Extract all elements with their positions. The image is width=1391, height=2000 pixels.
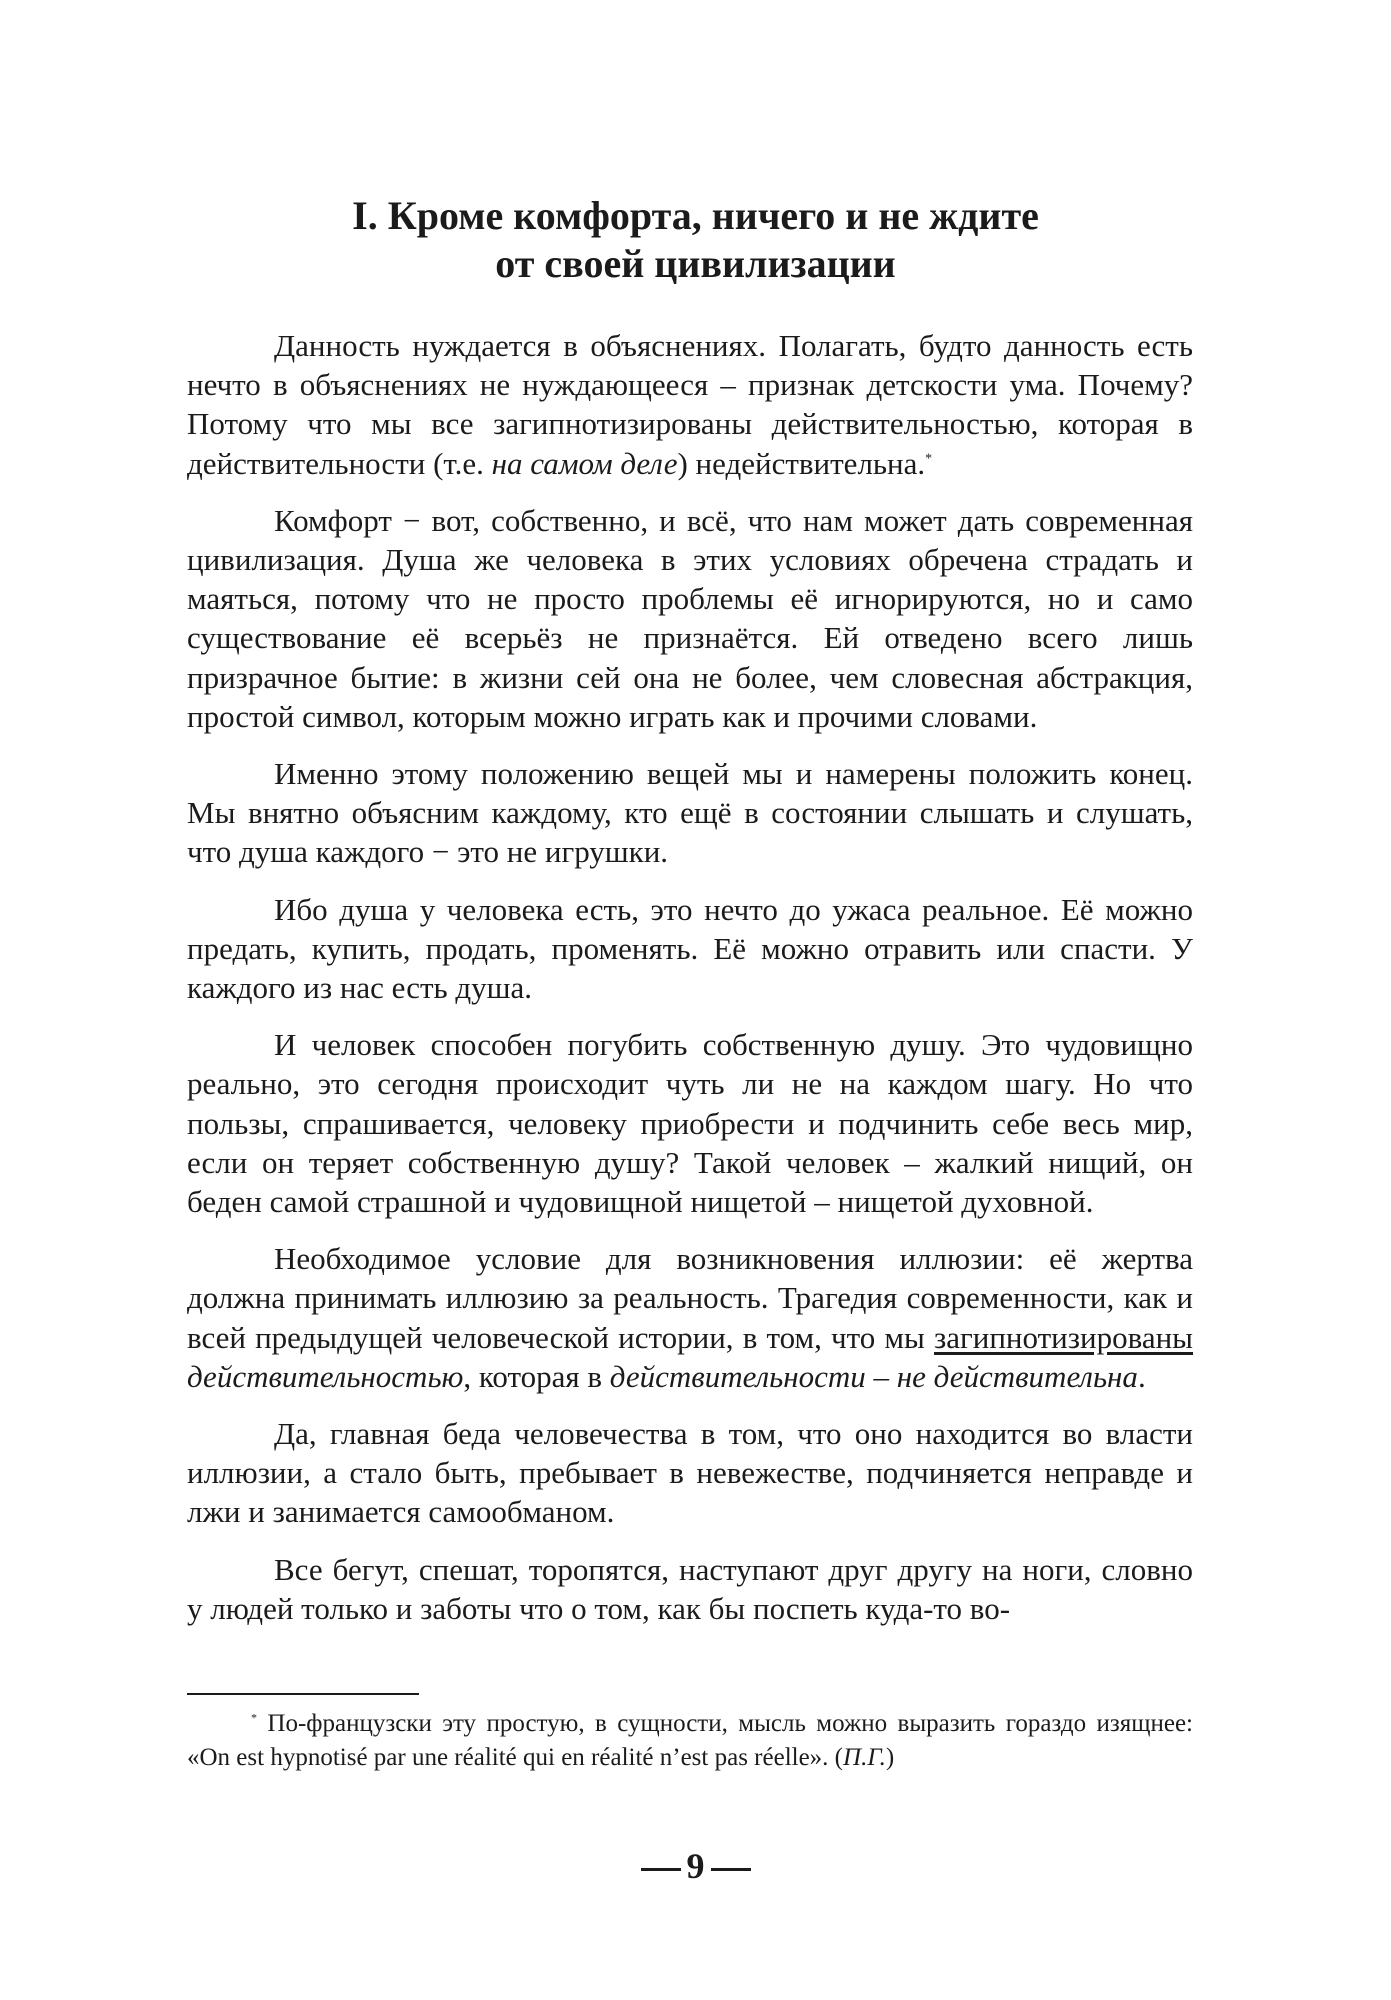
paragraph-6: Необходимое условие для возникновения иллюзии: её жертва должна принимать иллюзию за реальность. Трагедия современности, как и всей предыдущей человеческой истории, в том, что мы загипнотизированы действительностью, которая в действительности – не действительна.: [187, 1241, 1193, 1394]
chapter-title: [180, 192, 1211, 288]
paragraph-4: Ибо душа у человека есть, это нечто до ужаса реальное. Её можно предать, купить, продать, променять. Её можно отравить или спасти. У каждого из нас есть душа.: [187, 891, 1193, 1006]
dash-left: [641, 1868, 681, 1871]
paragraph-8: Все бегут, спешат, торопятся, наступают друг другу на ноги, словно у людей только и заботы что о том, как бы поспеть куда-то во-: [187, 1551, 1193, 1626]
page-number: 9: [0, 1846, 1391, 1886]
footnote-marker: *: [925, 451, 933, 467]
paragraph-1: Данность нуждается в объяснениях. Полагать, будто данность есть нечто в объяснениях не нуждающееся – признак детскости ума. Почему? Потому что мы все загипнотизированы действительностью, которая в действительности (т.е. на самом деле) недействительна.*: [187, 328, 1193, 481]
italic-phrase: действительности – не действительна: [609, 1358, 1138, 1394]
dash-right: [711, 1868, 751, 1871]
underlined-word: загипнотизированы: [934, 1319, 1193, 1355]
footnote-separator: [187, 1693, 419, 1695]
paragraph-3: Именно этому положению вещей мы и намерены положить конец. Мы внятно объясним каждому, кто ещё в состоянии слышать и слушать, что душа каждого − это не игрушки.: [187, 756, 1193, 870]
chapter-title-line-1: I. Кроме комфорта, ничего и не ждите: [352, 193, 1039, 238]
footnote: * По-французски эту простую, в сущности, мысль можно выразить гораздо изящнее: «On est hypnotisé par une réalité qui en réalité n’est pas réelle». (П.Г.): [187, 1710, 1193, 1771]
italic-phrase: действительностью: [187, 1358, 464, 1394]
paragraph-7: Да, главная беда человечества в том, что оно находится во власти иллюзии, а стало быть, пребывает в невежестве, подчиняется неправде и лжи и занимается самообманом.: [187, 1416, 1193, 1530]
paragraph-5: И человек способен погубить собственную душу. Это чудовищно реально, это сегодня происходит чуть ли не на каждом шагу. Но что пользы, спрашивается, человеку приобрести и подчинить себе весь мир, если он теряет собственную душу? Такой человек – жалкий нищий, он беден самой страшной и чудовищной нищетой – нищетой духовной.: [187, 1027, 1193, 1220]
italic-phrase: на самом деле: [491, 445, 678, 481]
paragraph-2: Комфорт − вот, собственно, и всё, что нам может дать современная цивилизация. Душа же человека в этих условиях обречена страдать и маяться, потому что не просто проблемы её игнорируются, но и само существование её всерьёз не признаётся. Ей отведено всего лишь призрачное бытие: в жизни сей она не более, чем словесная абстракция, простой символ, которым можно играть как и прочими словами.: [187, 502, 1193, 734]
footnote-marker: *: [251, 1710, 257, 1725]
footnote-author: П.Г.: [843, 1744, 886, 1771]
chapter-title-line-2: от своей цивилизации: [495, 241, 896, 286]
body-text: [187, 326, 1193, 1628]
